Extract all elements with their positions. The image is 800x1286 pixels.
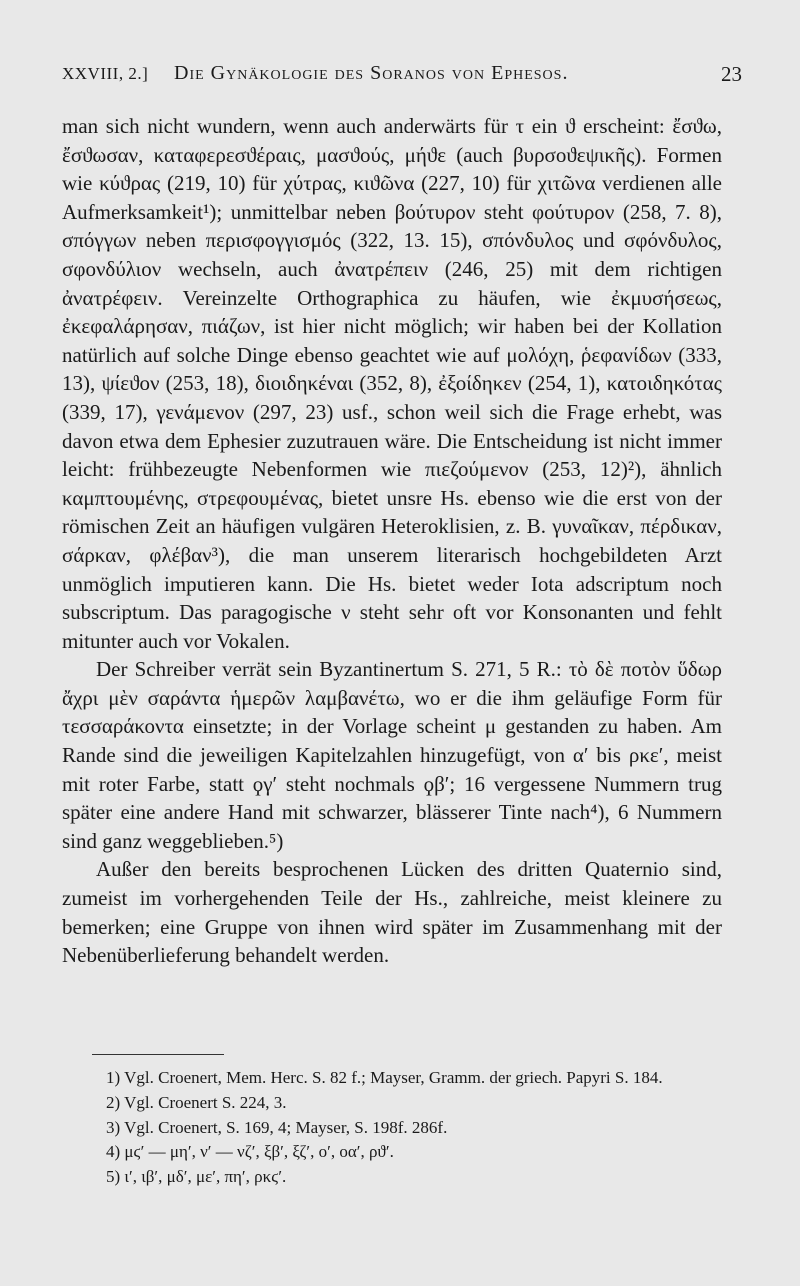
footnote-5: 5) ι′, ιβ′, μδ′, με′, πη′, ρκϛ′. xyxy=(106,1167,287,1187)
page-number: 23 xyxy=(721,62,742,86)
running-header xyxy=(62,58,742,98)
footnote-separator xyxy=(92,1054,224,1055)
paragraph-3: Außer den bereits besprochenen Lücken des dritten Quaternio sind, zumeist im vorhergehenden Teile der Hs., zahlreiche, meist kleinere zu bemerken; eine Gruppe von ihnen wird später im Zusammenhang mit der Nebenüberlieferung behandelt werden. xyxy=(62,857,722,968)
footnote-4: 4) μϛ′ — μη′, ν′ — νζ′, ξβ′, ξζ′, ο′, οα′, ρϑ′. xyxy=(106,1142,394,1162)
paragraph-2: Der Schreiber verrät sein Byzantinertum S. 271, 5 R.: τὸ δὲ ποτὸν ὕδωρ ἄχρι μὲν σαράντα ἡμερῶν λαμβανέτω, wo er die ihm geläufige Form für τεσσαράκοντα einsetzte; in der Vorlage scheint μ gestanden zu haben. Am Rande sind die jeweiligen Kapitelzahlen hinzugefügt, von α′ bis ρκε′, meist mit roter Farbe, statt ϙγ′ steht nochmals ϙβ′; 16 vergessene Nummern trug später eine andere Hand mit schwarzer, blässerer Tinte nach⁴), 6 Nummern sind ganz weggeblieben.⁵) xyxy=(62,657,722,853)
footnote-1: 1) Vgl. Croenert, Mem. Herc. S. 82 f.; Mayser, Gramm. der griech. Papyri S. 184. xyxy=(106,1068,663,1087)
footnote-3: 3) Vgl. Croenert, S. 169, 4; Mayser, S. 198f. 286f. xyxy=(106,1117,448,1137)
paragraph-1: man sich nicht wundern, wenn auch anderwärts für τ ein ϑ erscheint: ἔσϑω, ἔσϑωσαν, καταφερεσϑέραις, μασϑούς, μήϑε (auch βυρσοϑεψικῆς). Formen wie κύϑρας (219, 10) für χύτρας, κιϑῶνα (227, 10) für χιτῶνα verdienen alle Aufmerksamkeit¹); unmittelbar neben βούτυρον steht φούτυρον (258, 7. 8), σπόγγων neben περισφογγισμός (322, 13. 15), σπόνδυλος und σφόνδυλος, σφονδύλιον wechseln, auch ἀνατρέπειν (246, 25) mit dem richtigen ἀνατρέφειν. Vereinzelte Orthographica zu häufen, wie ἐκμυσήσεως, ἐκεφαλάρησαν, πιάζων, ist hier nicht möglich; wir haben bei der Kollation natürlich auf solche Dinge ebenso geachtet wie auf μολόχη, ῥεφανίδων (333, 13), ψίεϑον (253, 18), διοιδηκέναι (352, 8), ἐξοίδηκεν (254, 1), κατοιδηκότας (339, 17), γενάμενον (297, 23) usf., schon weil sich die Frage erhebt, was davon etwa dem Ephesier zuzutrauen wäre. Die Entscheidung ist nicht immer leicht: frühbezeugte Nebenformen wie πιεζούμενον (253, 12)²), ähnlich καμπτουμένης, στρεφουμένας, bietet unsre Hs. ebenso wie die erst von der römischen Zeit an häufigen vulgären Heteroklisien, z. B. γυναῖκαν, πέρδικαν, σάρκαν, φλέβαν³), die man unserem literarisch hochgebildeten Arzt unmöglich imputieren kann. Die Hs. bietet weder Iota adscriptum noch subscriptum. Das paragogische ν steht sehr oft vor Konsonanten und fehlt mitunter auch vor Vokalen. xyxy=(62,114,722,653)
footnotes xyxy=(106,1066,746,1190)
section-reference: XXVIII, 2.] xyxy=(62,64,149,83)
main-text xyxy=(62,112,722,970)
running-title: Die Gynäkologie des Soranos von Ephesos. xyxy=(174,62,569,84)
footnote-2: 2) Vgl. Croenert S. 224, 3. xyxy=(106,1092,287,1112)
